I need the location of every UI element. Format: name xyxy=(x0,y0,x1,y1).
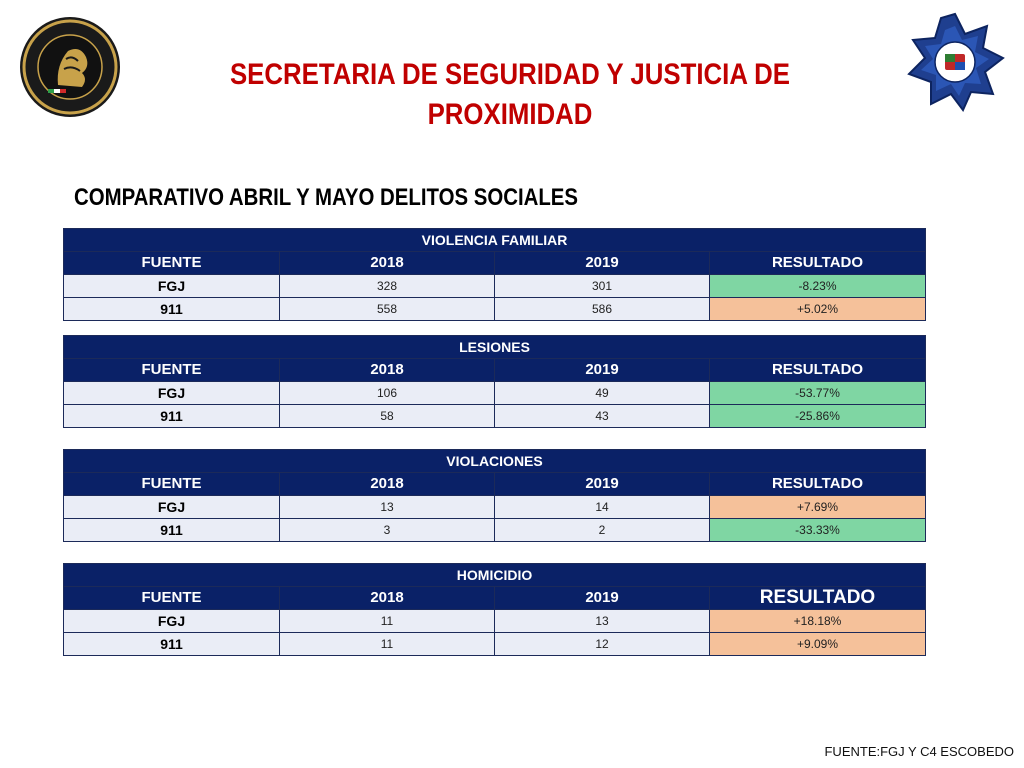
column-header-fuente: FUENTE xyxy=(64,587,280,610)
column-header-fuente: FUENTE xyxy=(64,473,280,496)
column-header-fuente: FUENTE xyxy=(64,252,280,275)
value-cell-2018: 58 xyxy=(280,405,495,428)
table-title: LESIONES xyxy=(64,336,926,359)
table-row xyxy=(64,405,926,428)
column-header-fuente: FUENTE xyxy=(64,359,280,382)
column-header-2019: 2019 xyxy=(495,473,710,496)
crime-table xyxy=(63,335,926,428)
value-cell-2019: 2 xyxy=(495,519,710,542)
source-cell: 911 xyxy=(64,519,280,542)
fiscalia-seal-icon xyxy=(18,15,122,119)
result-cell: +18.18% xyxy=(710,610,926,633)
table-row xyxy=(64,298,926,321)
column-header-2018: 2018 xyxy=(280,252,495,275)
column-header-resultado: RESULTADO xyxy=(710,359,926,382)
value-cell-2018: 558 xyxy=(280,298,495,321)
table-title: VIOLACIONES xyxy=(64,450,926,473)
table-title-row xyxy=(64,564,926,587)
table-title-row xyxy=(64,336,926,359)
source-cell: 911 xyxy=(64,405,280,428)
result-cell: -33.33% xyxy=(710,519,926,542)
page-title: SECRETARIA DE SEGURIDAD Y JUSTICIA DE PROXIMIDAD xyxy=(229,58,791,131)
table-row xyxy=(64,382,926,405)
column-header-row xyxy=(64,587,926,610)
source-cell: FGJ xyxy=(64,610,280,633)
value-cell-2019: 49 xyxy=(495,382,710,405)
value-cell-2018: 13 xyxy=(280,496,495,519)
value-cell-2019: 301 xyxy=(495,275,710,298)
result-cell: -53.77% xyxy=(710,382,926,405)
source-cell: 911 xyxy=(64,633,280,656)
column-header-2018: 2018 xyxy=(280,359,495,382)
column-header-2019: 2019 xyxy=(495,252,710,275)
table-row xyxy=(64,633,926,656)
result-cell: +7.69% xyxy=(710,496,926,519)
table-title: HOMICIDIO xyxy=(64,564,926,587)
source-cell: 911 xyxy=(64,298,280,321)
value-cell-2018: 328 xyxy=(280,275,495,298)
column-header-2018: 2018 xyxy=(280,473,495,496)
value-cell-2019: 12 xyxy=(495,633,710,656)
source-cell: FGJ xyxy=(64,496,280,519)
result-cell: +5.02% xyxy=(710,298,926,321)
result-cell: -8.23% xyxy=(710,275,926,298)
fiscalia-logo xyxy=(18,15,122,119)
result-cell: -25.86% xyxy=(710,405,926,428)
table-row xyxy=(64,275,926,298)
value-cell-2019: 13 xyxy=(495,610,710,633)
crime-table xyxy=(63,563,926,656)
section-subtitle: COMPARATIVO ABRIL Y MAYO DELITOS SOCIALES xyxy=(74,184,579,211)
value-cell-2018: 11 xyxy=(280,610,495,633)
column-header-2019: 2019 xyxy=(495,587,710,610)
column-header-resultado: RESULTADO xyxy=(710,473,926,496)
table-title: VIOLENCIA FAMILIAR xyxy=(64,229,926,252)
value-cell-2018: 11 xyxy=(280,633,495,656)
table-row xyxy=(64,496,926,519)
column-header-row xyxy=(64,252,926,275)
value-cell-2019: 43 xyxy=(495,405,710,428)
policia-municipal-logo xyxy=(905,12,1005,112)
crime-table xyxy=(63,228,926,321)
column-header-resultado: RESULTADO xyxy=(710,252,926,275)
value-cell-2019: 14 xyxy=(495,496,710,519)
crime-table xyxy=(63,449,926,542)
source-footer: FUENTE:FGJ Y C4 ESCOBEDO xyxy=(824,744,1014,759)
value-cell-2019: 586 xyxy=(495,298,710,321)
table-row xyxy=(64,610,926,633)
value-cell-2018: 106 xyxy=(280,382,495,405)
column-header-row xyxy=(64,359,926,382)
table-row xyxy=(64,519,926,542)
result-cell: +9.09% xyxy=(710,633,926,656)
column-header-row xyxy=(64,473,926,496)
table-title-row xyxy=(64,450,926,473)
source-cell: FGJ xyxy=(64,382,280,405)
source-cell: FGJ xyxy=(64,275,280,298)
table-title-row xyxy=(64,229,926,252)
column-header-2018: 2018 xyxy=(280,587,495,610)
column-header-resultado: RESULTADO xyxy=(710,587,926,610)
column-header-2019: 2019 xyxy=(495,359,710,382)
police-star-badge-icon xyxy=(905,12,1005,112)
value-cell-2018: 3 xyxy=(280,519,495,542)
